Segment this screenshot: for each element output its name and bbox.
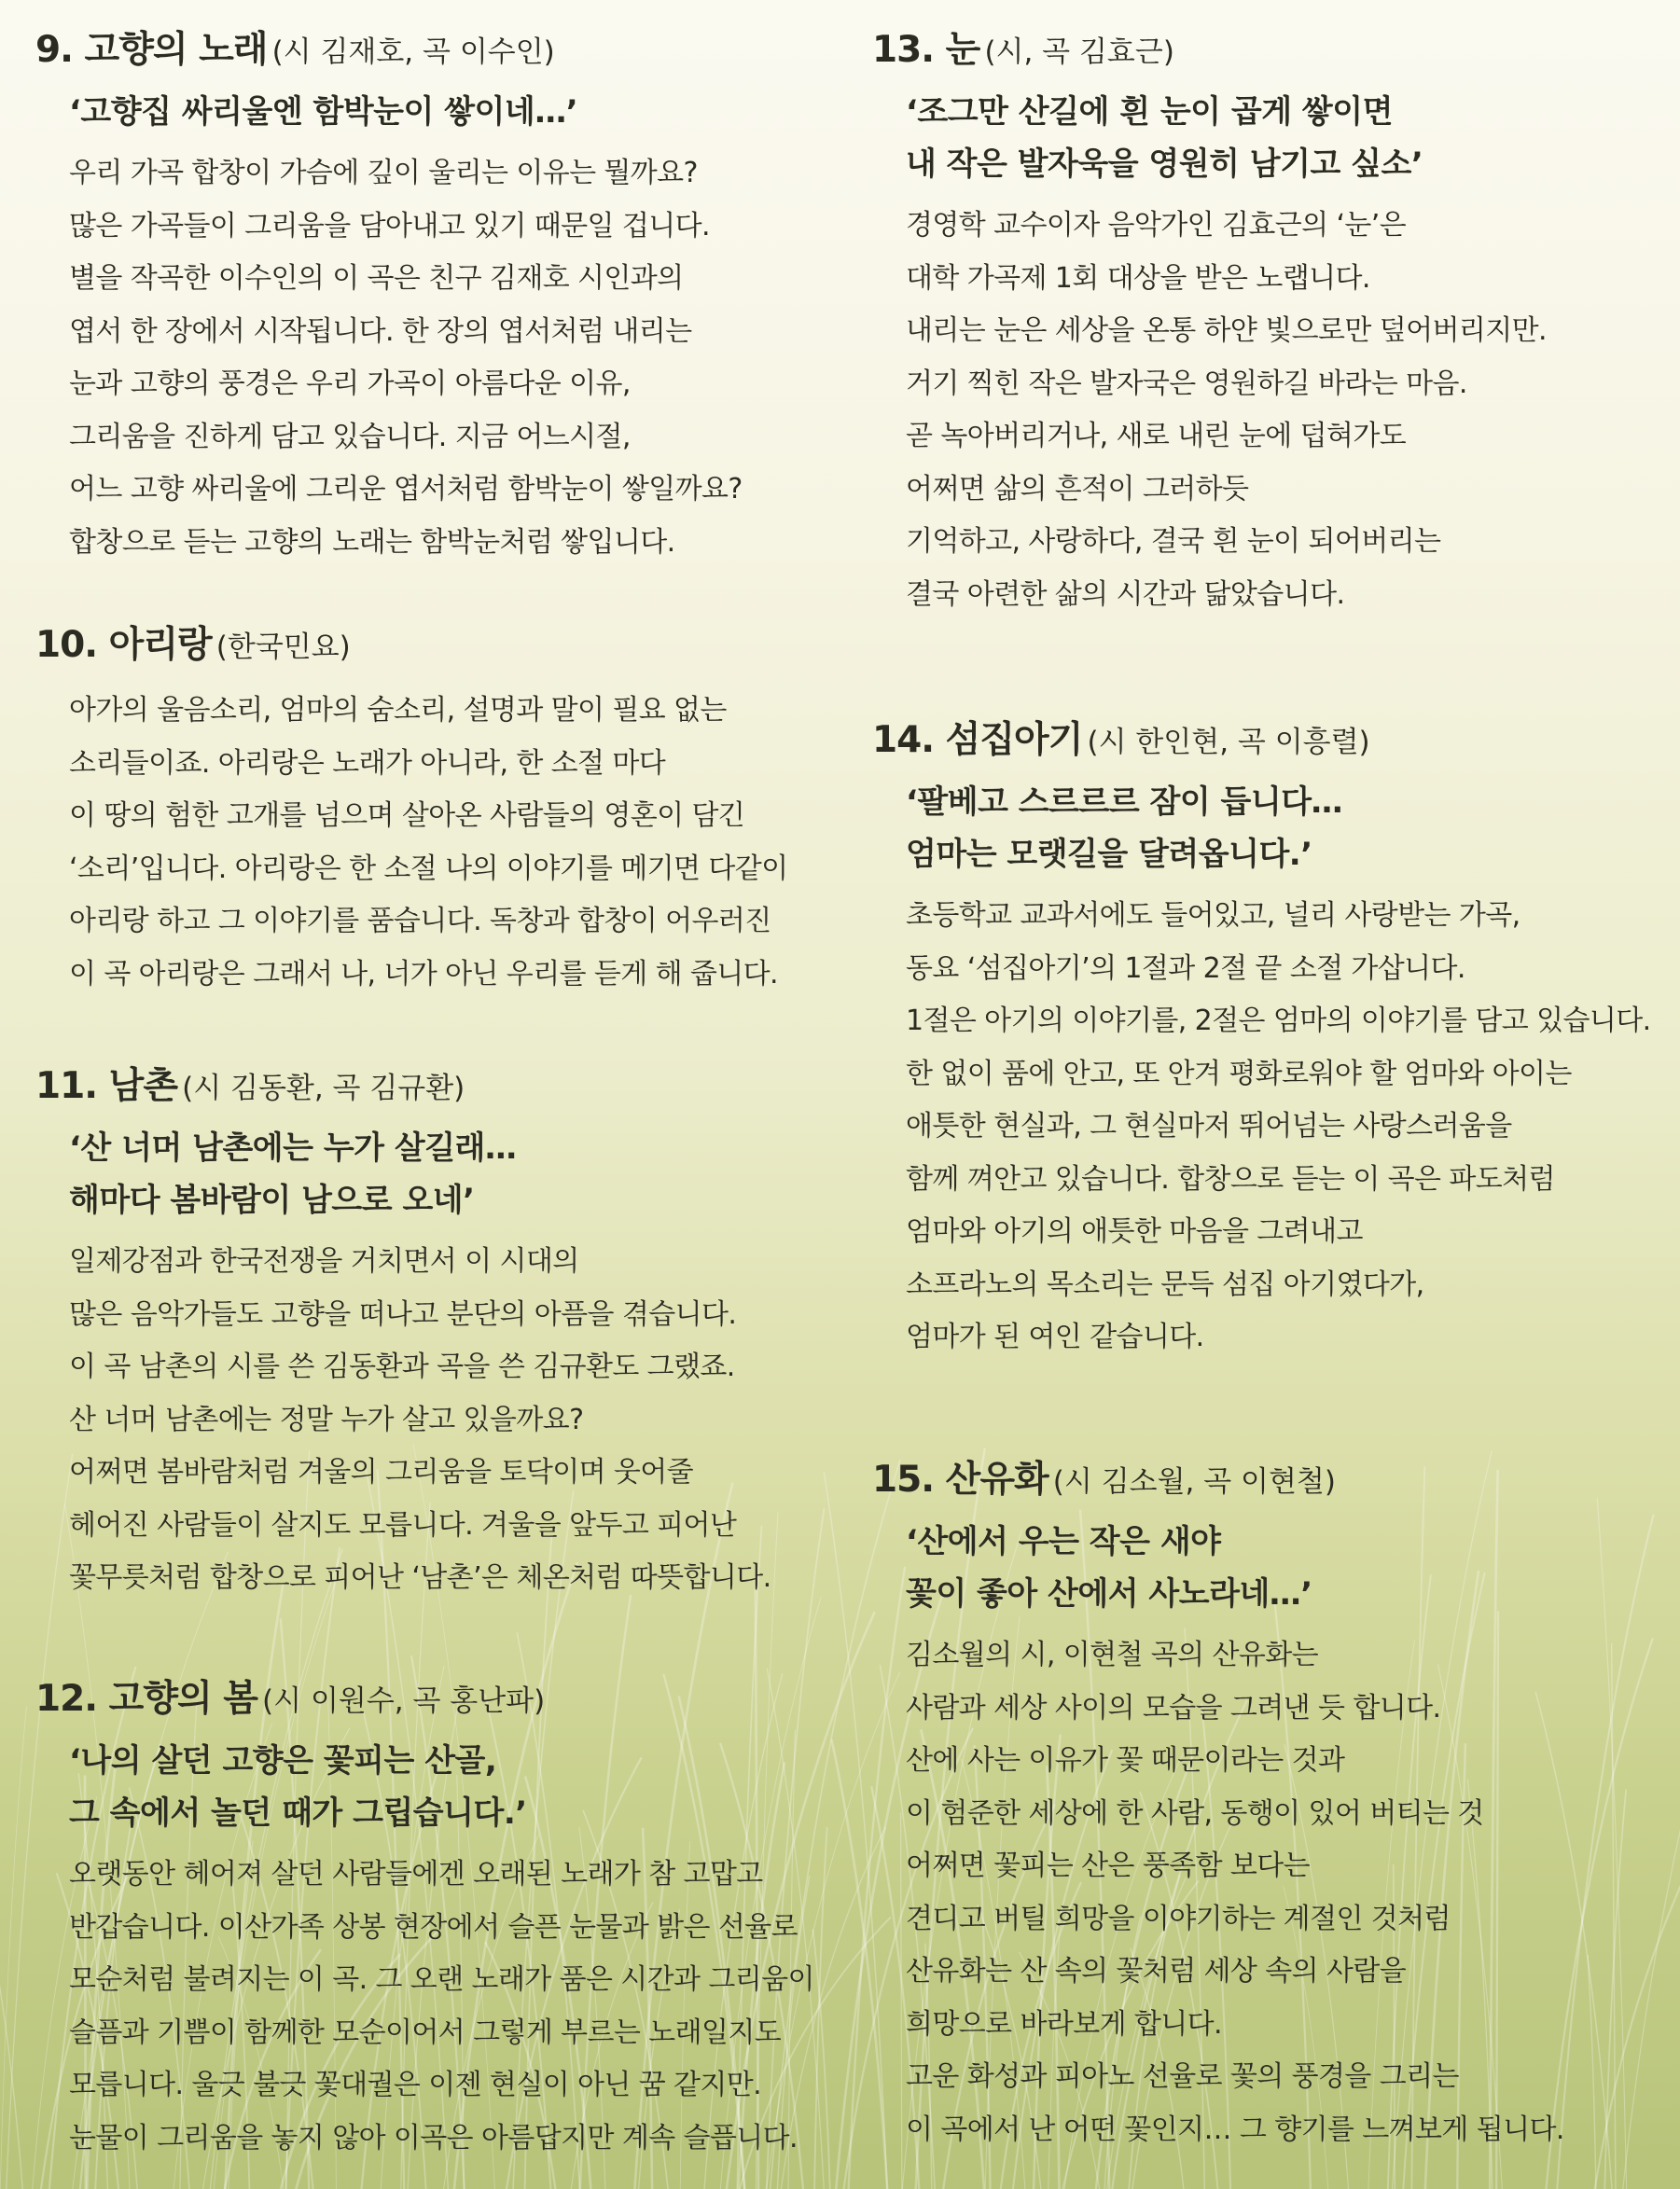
song-9	[35, 21, 838, 569]
description-line: 아가의 울음소리, 엄마의 숨소리, 설명과 말이 필요 없는	[69, 694, 727, 727]
song-heading	[872, 711, 1665, 763]
description-line: 우리 가곡 합창이 가슴에 깊이 울리는 이유는 뭘까요?	[69, 157, 698, 189]
song-15	[872, 1450, 1665, 2156]
description-line: 내리는 눈은 세상을 온통 하얀 빛으로만 덮어버리지만.	[906, 314, 1547, 347]
song-14	[872, 711, 1665, 1365]
song-heading	[35, 1669, 838, 1722]
description-line: 많은 가곡들이 그리움을 담아내고 있기 때문일 겁니다.	[69, 209, 710, 242]
song-description	[69, 685, 838, 1001]
quote-line: ‘나의 살던 고향은 꽃피는 산골,	[69, 1742, 497, 1780]
song-description	[69, 1236, 838, 1605]
song-11	[35, 1057, 838, 1605]
description-line: 고운 화성과 피아노 선율로 꽃의 풍경을 그리는	[906, 2060, 1459, 2093]
song-heading	[872, 21, 1665, 73]
description-line: 기억하고, 사랑하다, 결국 흰 눈이 되어버리는	[906, 525, 1441, 558]
song-credit: (한국민요)	[215, 630, 351, 664]
description-line: 초등학교 교과서에도 들어있고, 널리 사랑받는 가곡,	[906, 899, 1520, 932]
quote-line: ‘고향집 싸리울엔 함박눈이 쌓이네…’	[69, 93, 578, 131]
song-title: 12. 고향의 봄	[35, 1678, 257, 1720]
song-heading	[872, 1450, 1665, 1503]
song-quote	[69, 1735, 838, 1839]
description-line: 많은 음악가들도 고향을 떠나고 분단의 아픔을 겪습니다.	[69, 1297, 737, 1331]
song-quote	[69, 86, 838, 138]
song-quote	[906, 1516, 1665, 1620]
quote-line: 엄마는 모랫길을 달려옵니다.’	[906, 836, 1312, 873]
description-line: 애틋한 현실과, 그 현실마저 뛰어넘는 사랑스러움을	[906, 1110, 1512, 1143]
song-quote	[906, 86, 1665, 190]
description-line: 눈과 고향의 풍경은 우리 가곡이 아름다운 이유,	[69, 367, 631, 400]
description-line: 그리움을 진하게 담고 있습니다. 지금 어느시절,	[69, 420, 631, 453]
song-title: 15. 산유화	[872, 1459, 1048, 1501]
description-line: 소프라노의 목소리는 문득 섬집 아기였다가,	[906, 1268, 1424, 1301]
song-title: 14. 섬집아기	[872, 719, 1083, 761]
description-line: 산에 사는 이유가 꽃 때문이라는 것과	[906, 1744, 1345, 1777]
description-line: 동요 ‘섬집아기’의 1절과 2절 끝 소절 가삽니다.	[906, 951, 1465, 985]
description-line: 거기 찍힌 작은 발자국은 영원하길 바라는 마음.	[906, 367, 1467, 400]
quote-line: 내 작은 발자욱을 영원히 남기고 싶소’	[906, 145, 1423, 183]
song-title: 11. 남촌	[35, 1065, 178, 1107]
song-description	[906, 1629, 1665, 2156]
song-title: 9. 고향의 노래	[35, 29, 268, 71]
song-credit: (시 김소월, 곡 이현철)	[1052, 1465, 1336, 1499]
description-line: 희망으로 바라보게 합니다.	[906, 2007, 1222, 2041]
song-description	[906, 890, 1665, 1365]
song-heading	[35, 1057, 838, 1109]
description-line: 꽃무릇처럼 합창으로 피어난 ‘남촌’은 체온처럼 따뜻합니다.	[69, 1561, 771, 1594]
quote-line: ‘산 너머 남촌에는 누가 살길래…	[69, 1129, 517, 1167]
song-title: 13. 눈	[872, 29, 980, 71]
song-credit: (시 김동환, 곡 김규환)	[182, 1072, 465, 1105]
song-10	[35, 616, 838, 1001]
description-line: 모릅니다. 울긋 불긋 꽃대궐은 이젠 현실이 아닌 꿈 같지만.	[69, 2069, 762, 2101]
description-line: 소리들이죠. 아리랑은 노래가 아니라, 한 소절 마다	[69, 746, 666, 780]
song-credit: (시 한인현, 곡 이흥렬)	[1087, 726, 1370, 759]
description-line: 결국 아련한 삶의 시간과 닮았습니다.	[906, 577, 1345, 611]
description-line: 산 너머 남촌에는 정말 누가 살고 있을까요?	[69, 1403, 584, 1436]
description-line: 이 땅의 험한 고개를 넘으며 살아온 사람들의 영혼이 담긴	[69, 799, 745, 832]
song-quote	[69, 1122, 838, 1226]
description-line: 헤어진 사람들이 살지도 모릅니다. 겨울을 앞두고 피어난	[69, 1508, 737, 1542]
description-line: 합창으로 듣는 고향의 노래는 함박눈처럼 쌓입니다.	[69, 525, 675, 559]
grass-blade	[0, 1830, 22, 2189]
description-line: 엄마가 된 여인 같습니다.	[906, 1321, 1204, 1353]
description-line: 사람과 세상 사이의 모습을 그려낸 듯 합니다.	[906, 1691, 1441, 1725]
description-line: 어쩌면 꽃피는 산은 풍족함 보다는	[906, 1850, 1311, 1882]
quote-line: 꽃이 좋아 산에서 사노라네…’	[906, 1575, 1312, 1613]
song-title: 10. 아리랑	[35, 624, 212, 666]
song-credit: (시 김재호, 곡 이수인)	[271, 35, 555, 69]
description-line: 견디고 버틸 희망을 이야기하는 계절인 것처럼	[906, 1902, 1451, 1935]
description-line: 어쩌면 삶의 흔적이 그러하듯	[906, 472, 1249, 506]
song-13	[872, 21, 1665, 621]
song-12	[35, 1669, 838, 2165]
song-credit: (시 이원수, 곡 홍난파)	[262, 1684, 546, 1718]
description-line: 이 곡 아리랑은 그래서 나, 너가 아닌 우리를 듣게 해 줍니다.	[69, 957, 778, 991]
description-line: 대학 가곡제 1회 대상을 받은 노랩니다.	[906, 261, 1370, 295]
quote-line: ‘산에서 우는 작은 새야	[906, 1523, 1221, 1560]
description-line: 어쩌면 봄바람처럼 겨울의 그리움을 토닥이며 웃어줄	[69, 1456, 694, 1489]
description-line: 이 곡에서 난 어떤 꽃인지… 그 향기를 느껴보게 됩니다.	[906, 2113, 1564, 2146]
description-line: 오랫동안 헤어져 살던 사람들에겐 오래된 노래가 참 고맙고	[69, 1858, 763, 1891]
quote-line: 그 속에서 놀던 때가 그립습니다.’	[69, 1794, 527, 1832]
description-line: 한 없이 품에 안고, 또 안겨 평화로워야 할 엄마와 아이는	[906, 1057, 1572, 1090]
description-line: 함께 껴안고 있습니다. 합창으로 듣는 이 곡은 파도처럼	[906, 1162, 1555, 1196]
description-line: 아리랑 하고 그 이야기를 품습니다. 독창과 합창이 어우러진	[69, 905, 771, 937]
description-line: 김소월의 시, 이현철 곡의 산유화는	[906, 1639, 1319, 1671]
description-line: 1절은 아기의 이야기를, 2절은 엄마의 이야기를 담고 있습니다.	[906, 1004, 1651, 1037]
grass-blade	[0, 1706, 26, 2189]
song-quote	[906, 776, 1665, 880]
quote-line: ‘팔베고 스르르르 잠이 듭니다…	[906, 783, 1343, 821]
quote-line: 해마다 봄바람이 남으로 오네’	[69, 1182, 475, 1219]
song-heading	[35, 616, 838, 668]
description-line: 슬픔과 기쁨이 함께한 모순이어서 그렇게 부르는 노래일지도	[69, 2016, 782, 2049]
description-line: 모순처럼 불려지는 이 곡. 그 오랜 노래가 품은 시간과 그리움이	[69, 1963, 814, 1996]
song-description	[906, 200, 1665, 621]
description-line: 이 곡 남촌의 시를 쓴 김동환과 곡을 쓴 김규환도 그랬죠.	[69, 1351, 735, 1383]
song-credit: (시, 곡 김효근)	[984, 35, 1174, 69]
description-line: 곧 녹아버리거나, 새로 내린 눈에 덥혀가도	[906, 420, 1407, 452]
description-line: 이 험준한 세상에 한 사람, 동행이 있어 버티는 것	[906, 1796, 1484, 1830]
description-line: 엄마와 아기의 애틋한 마음을 그려내고	[906, 1215, 1363, 1248]
quote-line: ‘조그만 산길에 흰 눈이 곱게 쌓이면	[906, 93, 1393, 131]
song-heading	[35, 21, 838, 73]
description-line: 어느 고향 싸리울에 그리운 엽서처럼 함박눈이 쌓일까요?	[69, 473, 743, 506]
description-line: 일제강점과 한국전쟁을 거치면서 이 시대의	[69, 1245, 579, 1278]
song-description	[69, 1849, 838, 2165]
description-line: 경영학 교수이자 음악가인 김효근의 ‘눈’은	[906, 209, 1407, 242]
description-line: 별을 작곡한 이수인의 이 곡은 친구 김재호 시인과의	[69, 262, 684, 295]
description-line: 눈물이 그리움을 놓지 않아 이곡은 아름답지만 계속 슬픕니다.	[69, 2121, 798, 2154]
description-line: 엽서 한 장에서 시작됩니다. 한 장의 엽서처럼 내리는	[69, 314, 692, 348]
description-line: 반갑습니다. 이산가족 상봉 현장에서 슬픈 눈물과 밝은 선율로	[69, 1910, 798, 1944]
description-line: ‘소리’입니다. 아리랑은 한 소절 나의 이야기를 메기면 다같이	[69, 852, 788, 885]
description-line: 산유화는 산 속의 꽃처럼 세상 속의 사람을	[906, 1955, 1407, 1988]
song-description	[69, 147, 838, 569]
